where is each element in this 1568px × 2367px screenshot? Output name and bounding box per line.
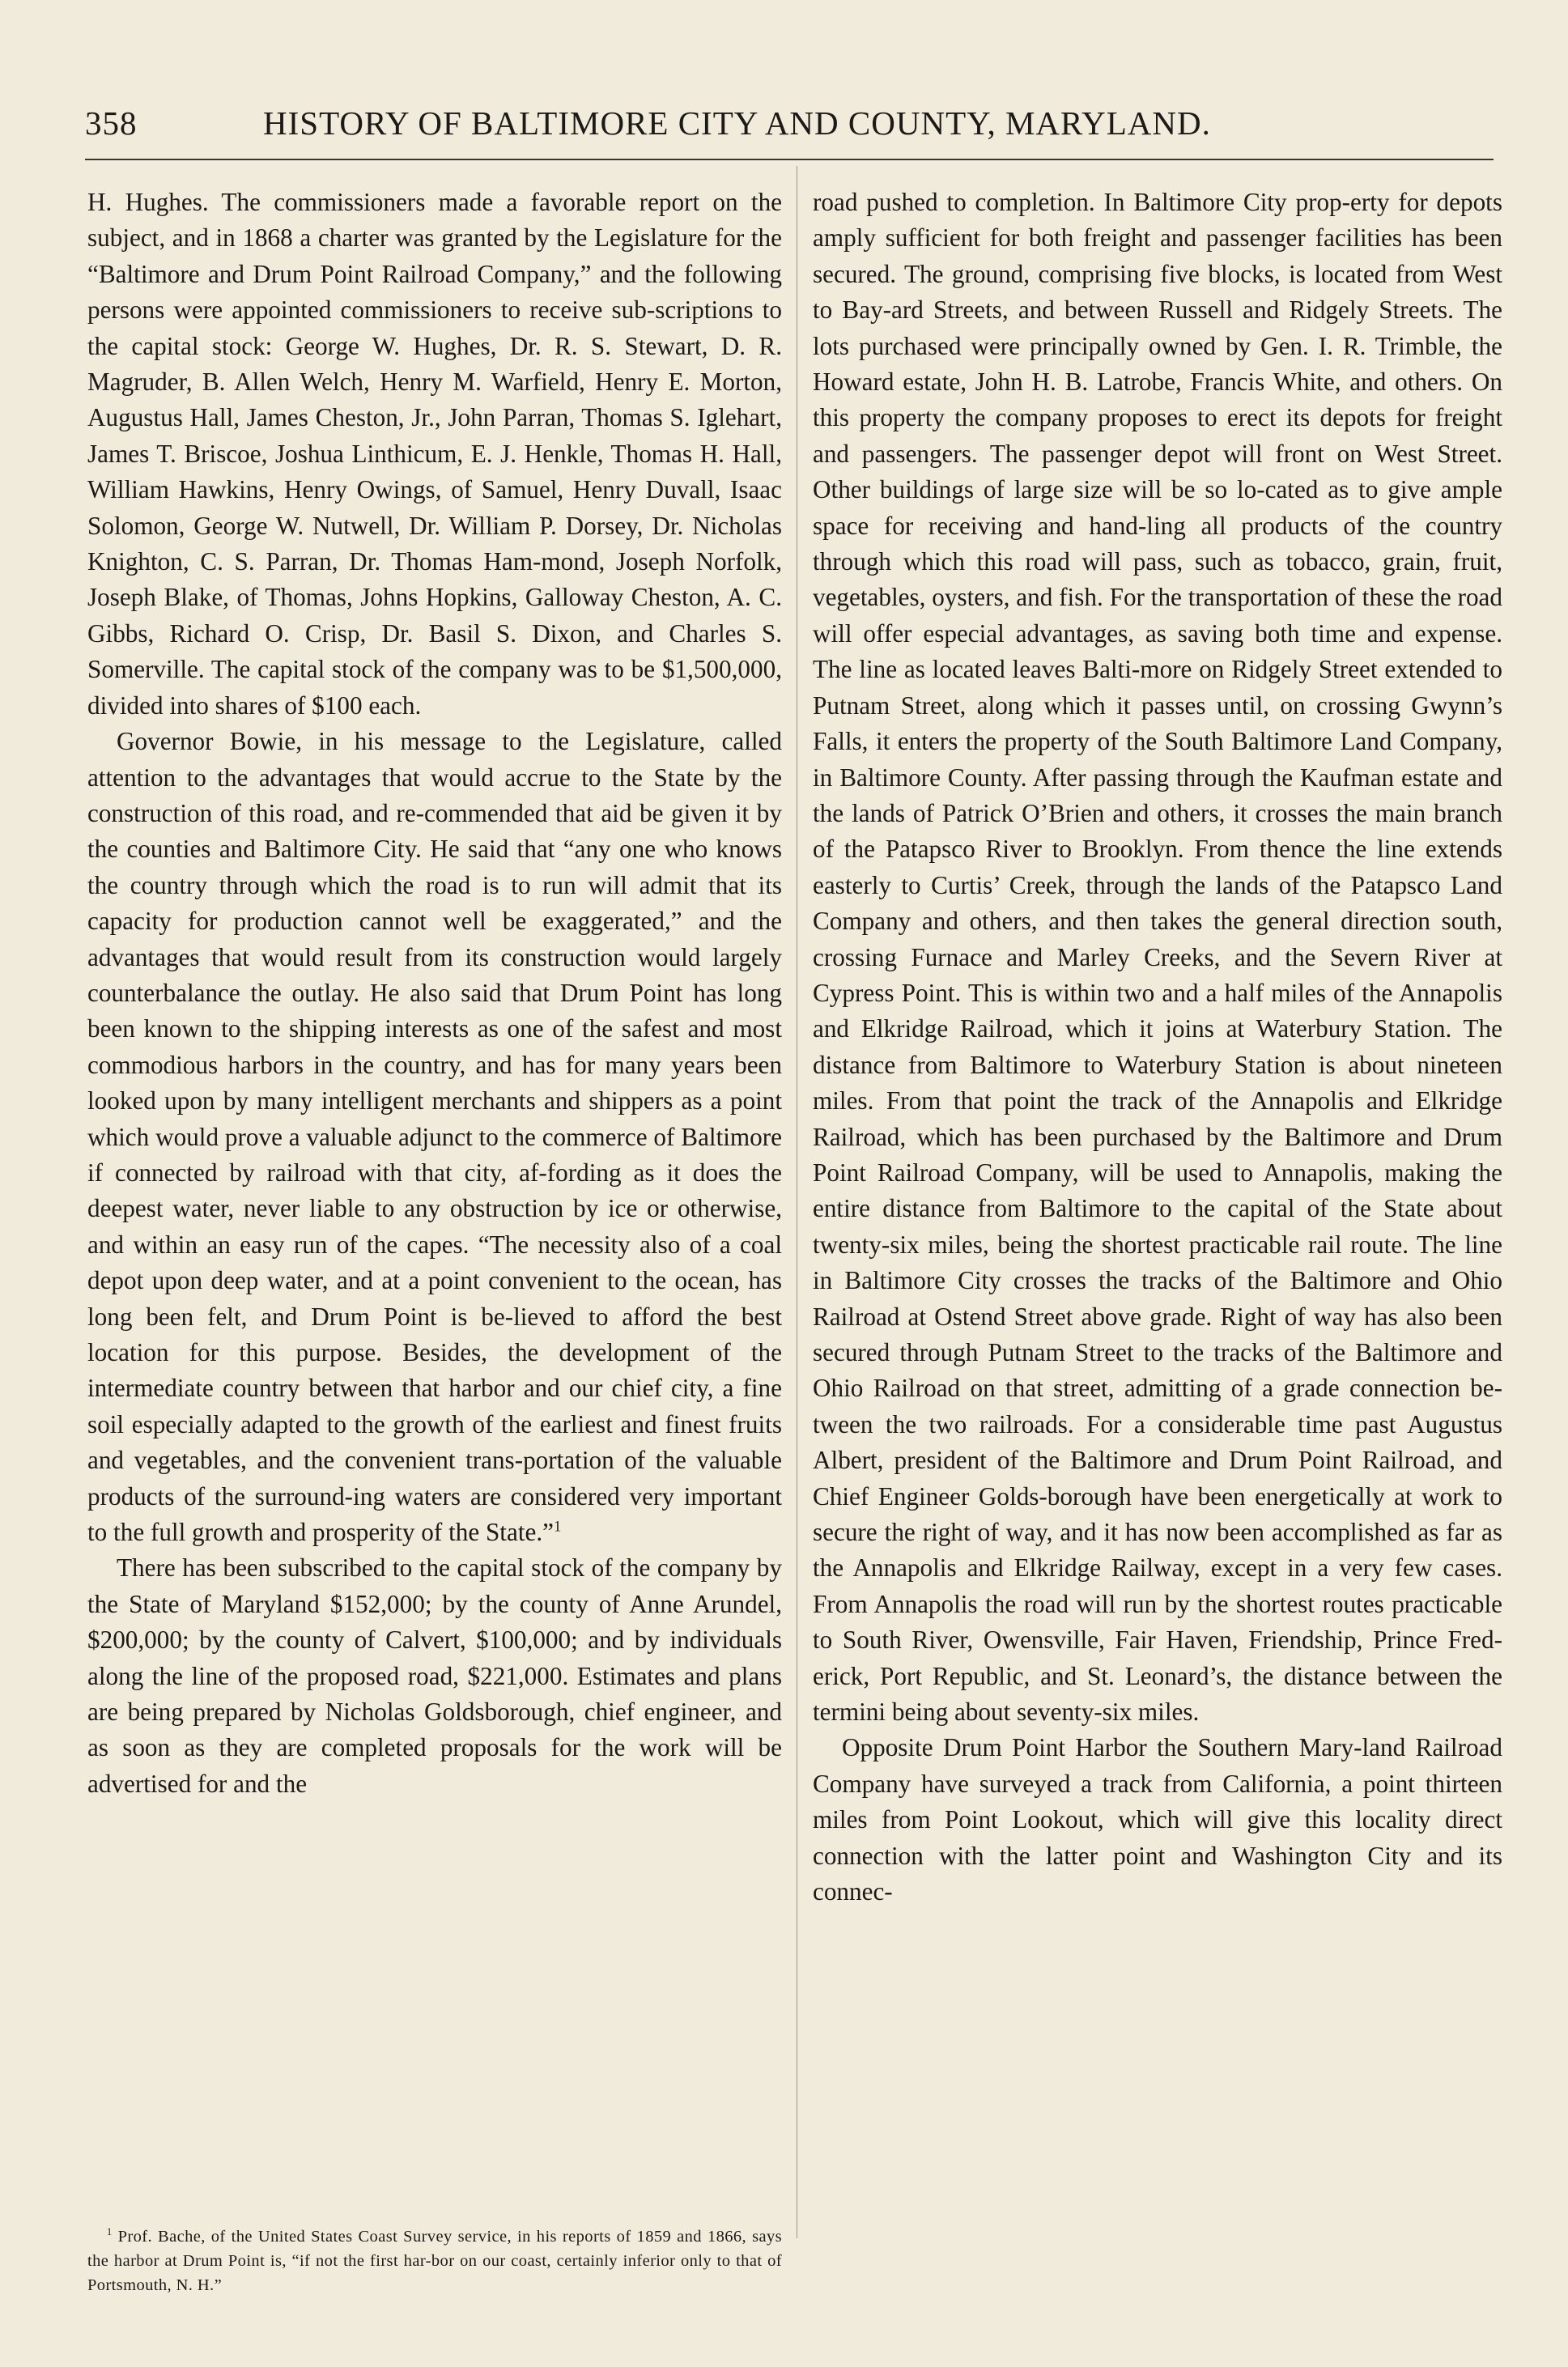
footnote-reference: 1 <box>553 1518 562 1536</box>
page-header <box>85 96 1494 147</box>
paragraph: Opposite Drum Point Harbor the Southern Mary-land Railroad Company have surveyed a track from California, a point thirteen miles from Point Lookout, which will give this locality direct connection with the latter point and Washington City and its connec- <box>813 1733 1502 1906</box>
paragraph: There has been subscribed to the capital stock of the company by the State of Maryland $152,000; by the county of Anne Arundel, $200,000; by the county of Calvert, $100,000; and by individuals along the line of the proposed road, $221,000. Estimates and plans are being prepared by Nicholas Goldsborough, chief engineer, and as soon as they are completed proposals for the work will be advertised for and the <box>87 1553 782 1798</box>
paragraph: H. Hughes. The commissioners made a favorable report on the subject, and in 1868 a charter was granted by the Legislature for the “Baltimore and Drum Point Railroad Company,” and the following persons were appointed commissioners to receive sub-scriptions to the capital stock: George W. Hughes, Dr. R. S. Stewart, D. R. Magruder, B. Allen Welch, Henry M. Warfield, Henry E. Morton, Augustus Hall, James Cheston, Jr., John Parran, Thomas S. Iglehart, James T. Briscoe, Joshua Linthicum, E. J. Henkle, Thomas H. Hall, William Hawkins, Henry Owings, of Samuel, Henry Duvall, Isaac Solomon, George W. Nutwell, Dr. William P. Dorsey, Dr. Nicholas Knighton, C. S. Parran, Dr. Thomas Ham-mond, Joseph Norfolk, Joseph Blake, of Thomas, Johns Hopkins, Galloway Cheston, A. C. Gibbs, Richard O. Crisp, Dr. Basil S. Dixon, and Charles S. Somerville. The capital stock of the company was to be $1,500,000, divided into shares of $100 each. <box>87 188 782 720</box>
paragraph-text: Governor Bowie, in his message to the Legislature, called attention to the advantages that would accrue to the State by the construction of this road, and re-commended that aid be given it by the counties and Baltimore City. He said that “any one who knows the country through which the road is to run will admit that its capacity for production cannot well be exaggerated,” and the advantages that would result from its construction would largely counterbalance the outlay. He also said that Drum Point has long been known to the shipping interests as one of the safest and most commodious harbors in the country, and has for many years been looked upon by many intelligent merchants and shippers as a point which would prove a valuable adjunct to the commerce of Baltimore if connected by railroad with that city, af-fording as it does the deepest water, never liable to any obstruction by ice or otherwise, and within an easy run of the capes. “The necessity also of a coal depot upon deep water, and at a point convenient to the ocean, has long been felt, and Drum Point is be-lieved to afford the best location for this purpose. Besides, the development of the intermediate country between that harbor and our chief city, a fine soil especially adapted to the growth of the earliest and finest fruits and vegetables, and the convenient trans-portation of the valuable products of the surround-ing waters are considered very important to the full growth and prosperity of the State.” <box>87 727 782 1547</box>
paragraph-governor-bowie <box>87 724 782 1550</box>
footnote <box>87 2225 782 2297</box>
paragraph: road pushed to completion. In Baltimore City prop-erty for depots amply sufficient for both freight and passenger facilities has been secured. The ground, comprising five blocks, is located from West to Bay-ard Streets, and between Russell and Ridgely Streets. The lots purchased were principally owned by Gen. I. R. Trimble, the Howard estate, John H. B. Latrobe, Francis White, and others. On this property the company proposes to erect its depots for freight and passengers. The passenger depot will front on West Street. Other buildings of large size will be so lo-cated as to give ample space for receiving and hand-ling all products of the country through which this road will pass, such as tobacco, grain, fruit, vegetables, oysters, and fish. For the transportation of these the road will offer especial advantages, as saving both time and expense. The line as located leaves Balti-more on Ridgely Street extended to Putnam Street, along which it passes until, on crossing Gwynn’s Falls, it enters the property of the South Baltimore Land Company, in Baltimore County. After passing through the Kaufman estate and the lands of Patrick O’Brien and others, it crosses the main branch of the Patapsco River to Brooklyn. From thence the line extends easterly to Curtis’ Creek, through the lands of the Patapsco Land Company and others, and then takes the general direction south, crossing Furnace and Marley Creeks, and the Severn River at Cypress Point. This is within two and a half miles of the Annapolis and Elkridge Railroad, which it joins at Waterbury Station. The distance from Baltimore to Waterbury Station is about nineteen miles. From that point the track of the Annapolis and Elkridge Railroad, which has been purchased by the Baltimore and Drum Point Railroad Company, will be used to Annapolis, making the entire distance from Baltimore to the capital of the State about twenty-six miles, being the shortest practicable rail route. The line in Baltimore City crosses the tracks of the Baltimore and Ohio Railroad at Ostend Street above grade. Right of way has also been secured through Putnam Street to the tracks of the Baltimore and Ohio Railroad on that street, admitting of a grade connection be-tween the two railroads. For a considerable time past Augustus Albert, president of the Baltimore and Drum Point Railroad, and Chief Engineer Golds-borough have been energetically at work to secure the right of way, and it has now been accomplished as far as the Annapolis and Elkridge Railway, except in a very few cases. From Annapolis the road will run by the shortest routes practicable to South River, Owensville, Fair Haven, Friendship, Prince Fred-erick, Port Republic, and St. Leonard’s, the distance between the termini being about seventy-six miles. <box>813 188 1502 1727</box>
footnote-text: Prof. Bache, of the United States Coast Survey service, in his reports of 1859 and 1866, says the harbor at Drum Point is, “if not the first har-bor on our coast, certainly inferior only to that of Portsmouth, N. H.” <box>87 2228 782 2294</box>
header-rule <box>85 159 1494 160</box>
left-column <box>87 185 782 1802</box>
running-title: HISTORY OF BALTIMORE CITY AND COUNTY, MARYLAND. <box>263 104 1211 142</box>
page-number: 358 <box>85 104 138 142</box>
right-column <box>813 185 1502 1910</box>
footnote-marker: 1 <box>107 2226 113 2238</box>
